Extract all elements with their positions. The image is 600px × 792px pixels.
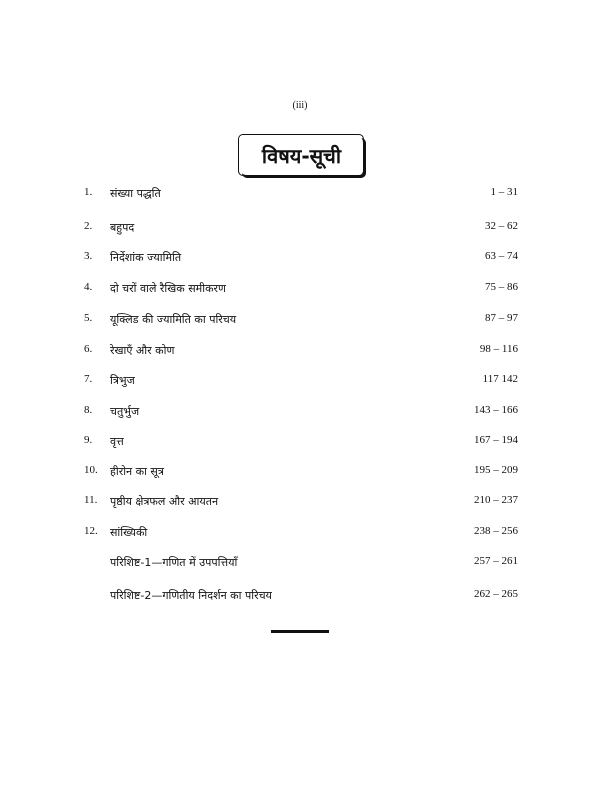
toc-row-5[interactable] <box>0 310 600 330</box>
page-title: विषय-सूची <box>261 144 342 168</box>
toc-page-range: 167 – 194 <box>474 434 518 446</box>
toc-page-range: 262 – 265 <box>474 588 518 600</box>
toc-page-range: 117 142 <box>482 373 518 385</box>
toc-number: 5. <box>84 312 93 324</box>
toc-chapter-title: रेखाएँ और कोण <box>110 344 175 357</box>
toc-row-12[interactable] <box>0 523 600 543</box>
toc-chapter-title: त्रिभुज <box>110 374 135 387</box>
toc-chapter-title: निर्देशांक ज्यामिति <box>110 251 182 264</box>
toc-page-range: 195 – 209 <box>474 464 518 476</box>
toc-page-range: 257 – 261 <box>474 555 518 567</box>
toc-page-range: 210 – 237 <box>474 494 518 506</box>
toc-page-range: 87 – 97 <box>485 312 518 324</box>
toc-row-10[interactable] <box>0 462 600 482</box>
toc-appendix-title: परिशिष्ट-1—गणित में उपपत्तियाँ <box>110 556 238 569</box>
toc-number: 11. <box>84 494 98 506</box>
page-number: (iii) <box>292 100 308 111</box>
toc-page-range: 63 – 74 <box>485 250 518 262</box>
toc-page-range: 143 – 166 <box>474 404 518 416</box>
end-divider <box>271 630 329 633</box>
toc-number: 1. <box>84 186 93 198</box>
toc-chapter-title: दो चरों वाले रैखिक समीकरण <box>110 282 226 295</box>
toc-chapter-title: पृष्ठीय क्षेत्रफल और आयतन <box>110 495 219 508</box>
toc-row-7[interactable] <box>0 371 600 391</box>
toc-number: 7. <box>84 373 93 385</box>
toc-number: 3. <box>84 250 93 262</box>
toc-chapter-title: संख्या पद्धति <box>110 187 161 200</box>
toc-page-range: 98 – 116 <box>479 343 518 355</box>
toc-chapter-title: वृत्त <box>110 435 124 448</box>
toc-chapter-title: बहुपद <box>110 221 135 234</box>
toc-number: 8. <box>84 404 93 416</box>
toc-number: 9. <box>84 434 93 446</box>
toc-number: 12. <box>84 525 98 537</box>
toc-number: 2. <box>84 220 93 232</box>
toc-chapter-title: चतुर्भुज <box>110 405 140 418</box>
toc-row-4[interactable] <box>0 279 600 299</box>
toc-page-range: 32 – 62 <box>485 220 518 232</box>
toc-chapter-title: यूक्लिड की ज्यामिति का परिचय <box>110 313 237 326</box>
toc-chapter-title: सांख्यिकी <box>110 526 148 539</box>
toc-row-appendix-1[interactable] <box>0 553 600 573</box>
toc-page-range: 1 – 31 <box>490 186 518 198</box>
toc-row-1[interactable] <box>0 184 600 204</box>
toc-number: 4. <box>84 281 93 293</box>
toc-row-3[interactable] <box>0 248 600 268</box>
toc-number: 10. <box>84 464 98 476</box>
toc-chapter-title: हीरोन का सूत्र <box>110 465 164 478</box>
toc-row-2[interactable] <box>0 218 600 238</box>
toc-row-11[interactable] <box>0 492 600 512</box>
toc-row-6[interactable] <box>0 341 600 361</box>
toc-row-appendix-2[interactable] <box>0 586 600 606</box>
toc-number: 6. <box>84 343 93 355</box>
toc-appendix-title: परिशिष्ट-2—गणितीय निदर्शन का परिचय <box>110 589 272 602</box>
toc-page-range: 238 – 256 <box>474 525 518 537</box>
toc-row-9[interactable] <box>0 432 600 452</box>
toc-page-range: 75 – 86 <box>485 281 518 293</box>
toc-row-8[interactable] <box>0 402 600 422</box>
